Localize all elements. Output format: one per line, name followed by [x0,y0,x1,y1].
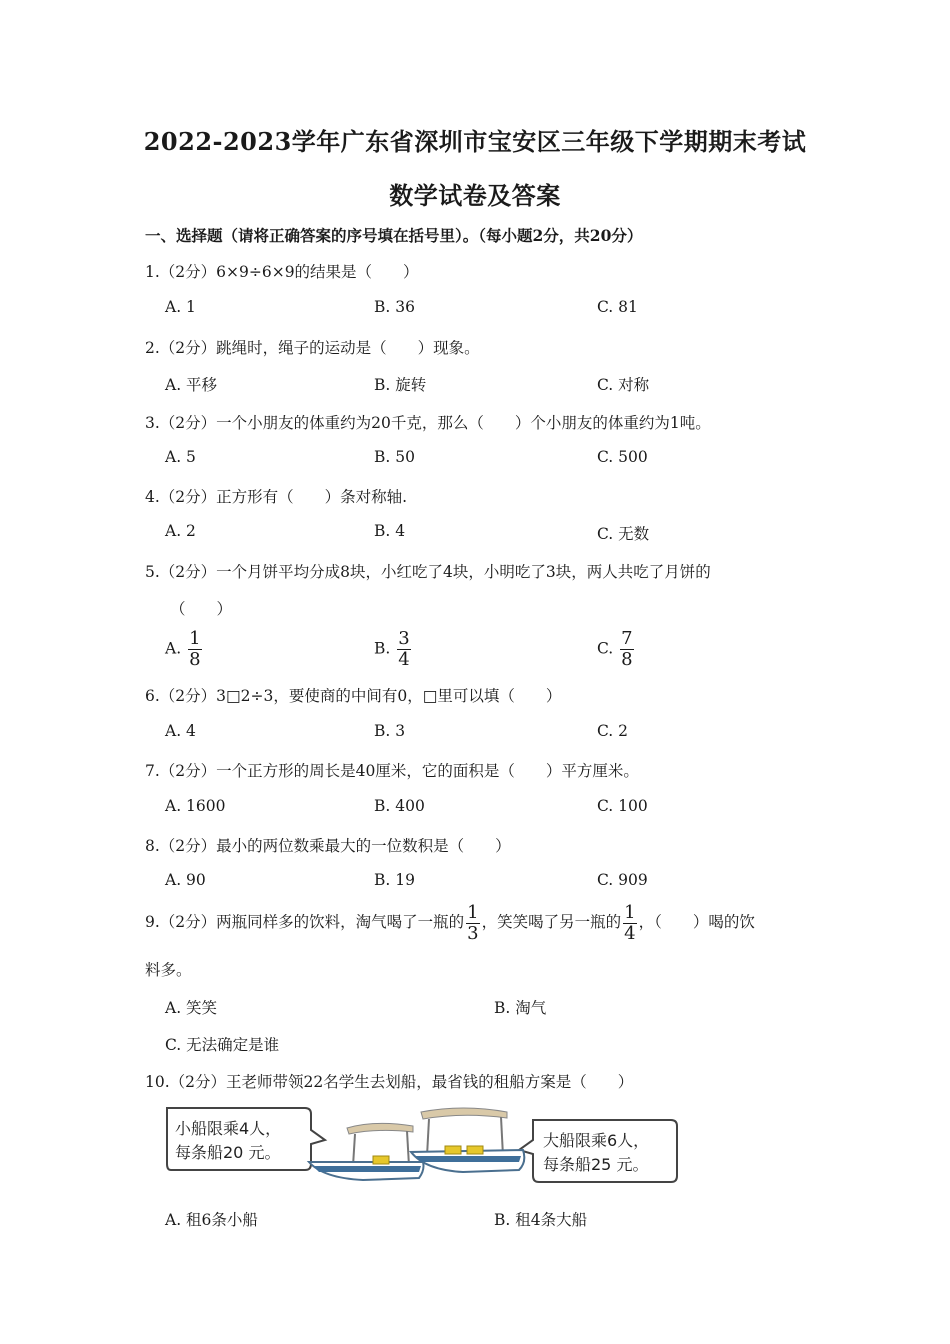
q9-fraction-1: $\frac{1}{3}$ [467,901,479,944]
q3-option-a: A. 5 [165,448,196,466]
q9-option-a: A. 笑笑 [165,999,218,1017]
q7-option-b: B. 400 [374,797,425,815]
q7-option-a: A. 1600 [165,797,226,815]
question-1: 1.（2分）6×9÷6×9的结果是（ ） [145,263,419,281]
bubble-left-line1: 小船限乘4人， [175,1119,282,1138]
bubble-right-line1: 大船限乘6人， [543,1131,650,1150]
q2-option-a: A. 平移 [165,376,218,394]
q1-option-c: C. 81 [597,298,638,316]
question-5-line2: （ ） [170,600,233,618]
section-heading: 一、选择题（请将正确答案的序号填在括号里）。（每小题2分，共20分） [145,226,643,245]
q5-option-c [597,630,636,669]
boat-rental-figure [163,1104,683,1190]
question-5: 5.（2分）一个月饼平均分成8块，小红吃了4块，小明吃了3块，两人共吃了月饼的 [145,563,711,581]
question-2: 2.（2分）跳绳时，绳子的运动是（ ）现象。 [145,339,480,357]
q5-option-b-label: B. [374,639,391,658]
q4-option-c: C. 无数 [597,525,650,543]
q7-option-c: C. 100 [597,797,648,815]
q10-option-a: A. 租6条小船 [165,1211,258,1229]
q1-option-a: A. 1 [165,298,196,316]
q4-option-a: A. 2 [165,522,196,540]
q2-option-c: C. 对称 [597,376,650,394]
q6-option-b: B. 3 [374,722,406,740]
q6-option-a: A. 4 [165,722,196,740]
q10-option-b: B. 租4条大船 [494,1211,588,1229]
boat-illustration [163,1104,683,1190]
q5-option-b [374,630,413,669]
bubble-right-line2: 每条船25 元。 [543,1155,649,1174]
q9-option-c: C. 无法确定是谁 [165,1036,280,1054]
question-9-part-c: ，（ ）喝的饮 [638,913,755,931]
question-8: 8.（2分）最小的两位数乘最大的一位数积是（ ） [145,837,511,855]
question-6: 6.（2分）3□2÷3，要使商的中间有0，□里可以填（ ） [145,687,562,705]
q9-fraction-2: $\frac{1}{4}$ [624,901,636,944]
q6-option-c: C. 2 [597,722,629,740]
q9-option-b: B. 淘气 [494,999,547,1017]
q5-option-c-fraction: $\frac{7}{8}$ [621,628,633,670]
question-9-line2: 料多。 [145,961,192,979]
question-3: 3.（2分）一个小朋友的体重约为20千克，那么（ ）个小朋友的体重约为1吨。 [145,414,711,432]
question-9-part-a: 9.（2分）两瓶同样多的饮料，淘气喝了一瓶的 [145,913,465,931]
q2-option-b: B. 旋转 [374,376,427,394]
question-7: 7.（2分）一个正方形的周长是40厘米，它的面积是（ ）平方厘米。 [145,762,639,780]
q5-option-c-label: C. [597,639,614,658]
q5-option-b-fraction: $\frac{3}{4}$ [398,628,410,670]
bubble-left-line2: 每条船20 元。 [175,1143,281,1162]
q3-option-b: B. 50 [374,448,415,466]
q8-option-a: A. 90 [165,871,206,889]
question-9 [145,902,755,943]
q3-option-c: C. 500 [597,448,648,466]
q1-option-b: B. 36 [374,298,415,316]
q8-option-b: B. 19 [374,871,415,889]
q8-option-c: C. 909 [597,871,648,889]
q5-option-a-fraction: $\frac{1}{8}$ [189,628,201,670]
title-line2: 数学试卷及答案 [389,181,561,210]
question-9-part-b: ，笑笑喝了另一瓶的 [481,913,622,931]
question-4: 4.（2分）正方形有（ ）条对称轴. [145,488,408,506]
question-10: 10.（2分）王老师带领22名学生去划船，最省钱的租船方案是（ ） [145,1073,634,1091]
q5-option-a [165,630,204,669]
title-line1: 2022-2023学年广东省深圳市宝安区三年级下学期期末考试 [143,127,807,156]
q4-option-b: B. 4 [374,522,406,540]
q5-option-a-label: A. [165,639,182,658]
